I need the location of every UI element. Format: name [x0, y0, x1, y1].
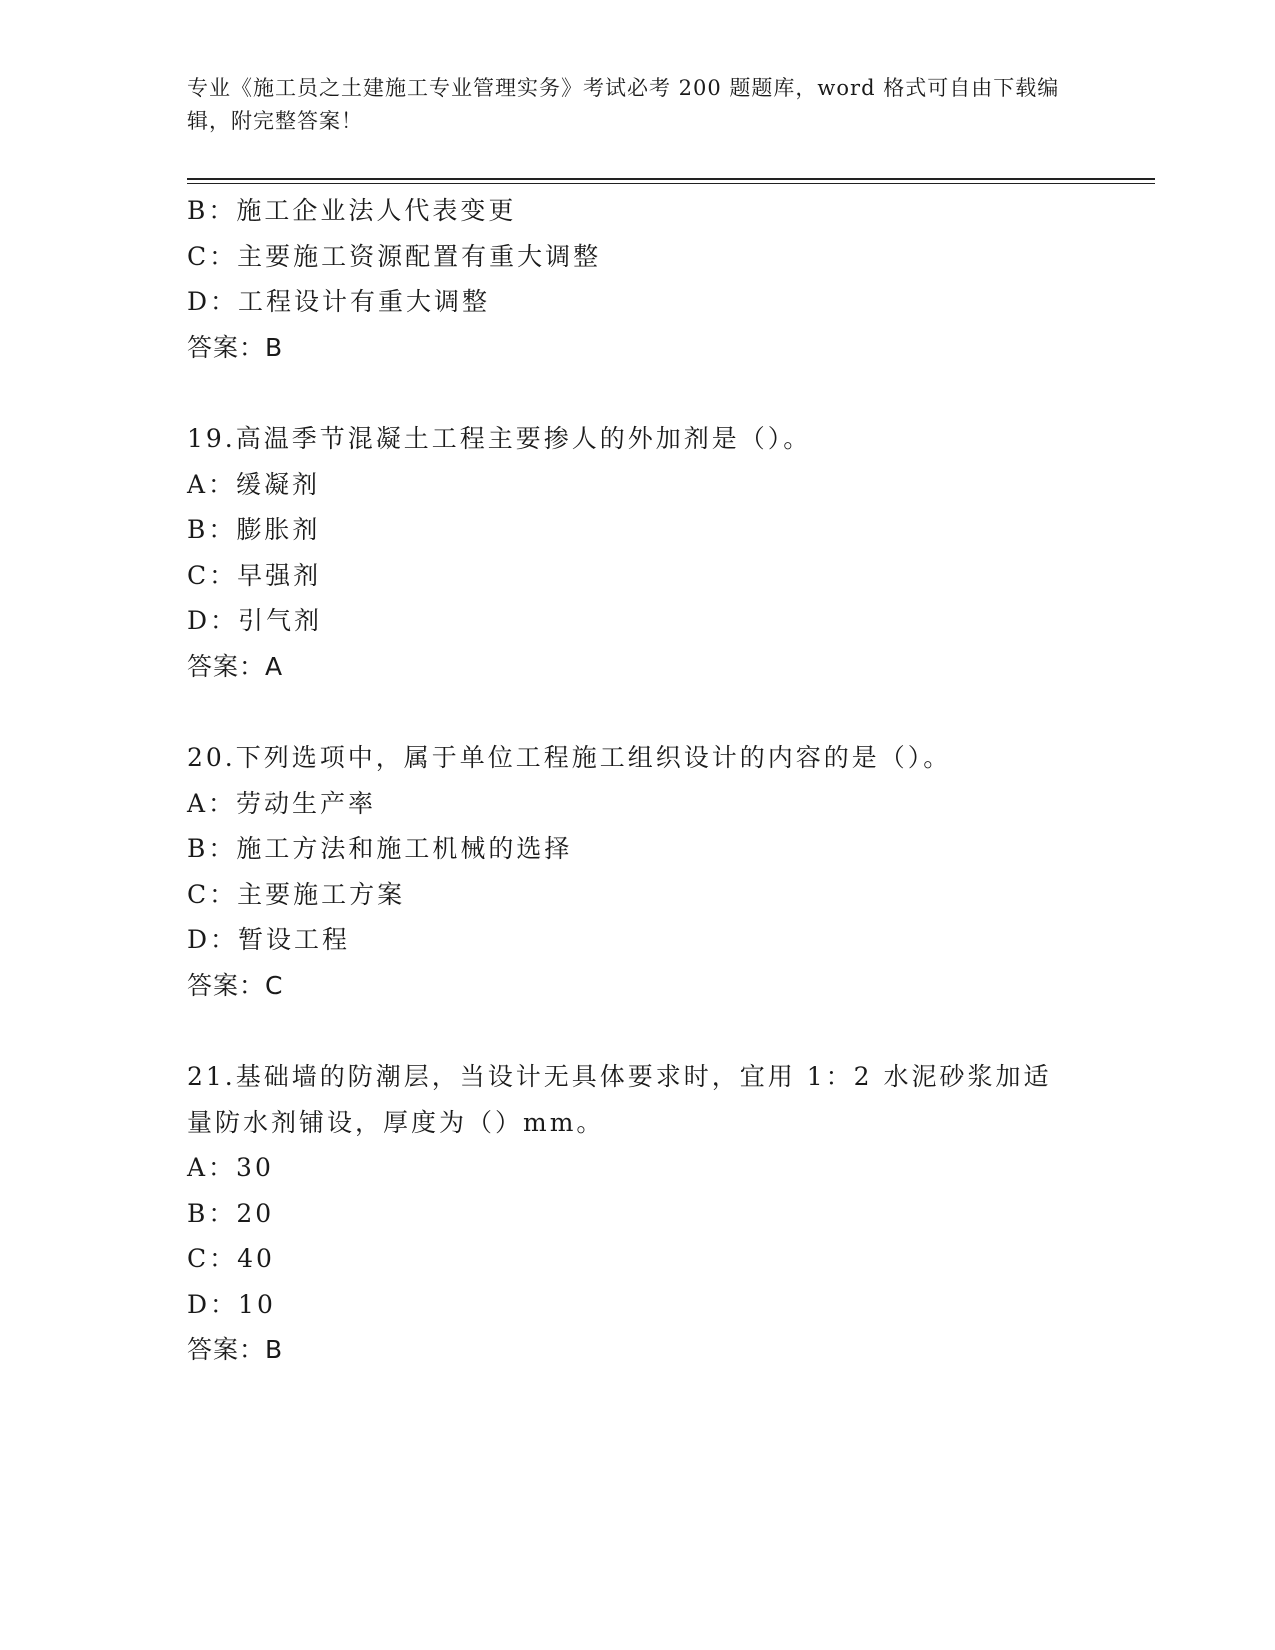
page-header: 专业《施工员之土建施工专业管理实务》考试必考 200 题题库，word 格式可自由下载编辑，附完整答案！ — [187, 76, 1060, 133]
question-19 — [187, 416, 1087, 689]
question-18-tail — [187, 188, 1087, 370]
question-21 — [187, 1054, 1087, 1373]
question-stem-line-1: 21.基础墙的防潮层，当设计无具体要求时，宜用 1：2 水泥砂浆加适 — [187, 1062, 1052, 1091]
question-20 — [187, 735, 1087, 1008]
option-c: C：主要施工方案 — [187, 879, 406, 909]
question-stem: 20.下列选项中，属于单位工程施工组织设计的内容的是（）。 — [187, 743, 952, 772]
header-rule-thin — [187, 183, 1155, 184]
option-b: B：20 — [187, 1198, 275, 1228]
header-rule-thick — [187, 178, 1155, 180]
question-stem-line-2: 量防水剂铺设，厚度为（）mm。 — [187, 1107, 605, 1137]
option-b: B：膨胀剂 — [187, 515, 321, 544]
document-body — [187, 188, 1087, 1373]
spacer — [187, 370, 1087, 416]
spacer — [187, 689, 1087, 735]
option-d: D：暂设工程 — [187, 925, 351, 954]
option-c: C：早强剂 — [187, 560, 322, 590]
answer: 答案：B — [187, 332, 284, 362]
option-d: D：工程设计有重大调整 — [187, 287, 491, 316]
option-d: D：10 — [187, 1289, 276, 1319]
option-c: C：40 — [187, 1244, 275, 1273]
option-b: B：施工企业法人代表变更 — [187, 196, 517, 225]
option-c: C：主要施工资源配置有重大调整 — [187, 241, 602, 271]
question-stem: 19.高温季节混凝土工程主要掺人的外加剂是（）。 — [187, 424, 812, 453]
answer: 答案：C — [187, 970, 284, 1000]
spacer — [187, 1008, 1087, 1054]
answer: 答案：A — [187, 651, 284, 681]
option-a: A：劳动生产率 — [187, 788, 377, 818]
option-d: D：引气剂 — [187, 606, 323, 635]
option-b: B：施工方法和施工机械的选择 — [187, 834, 573, 863]
option-a: A：缓凝剂 — [187, 469, 321, 499]
answer: 答案：B — [187, 1335, 284, 1364]
option-a: A：30 — [187, 1153, 274, 1182]
